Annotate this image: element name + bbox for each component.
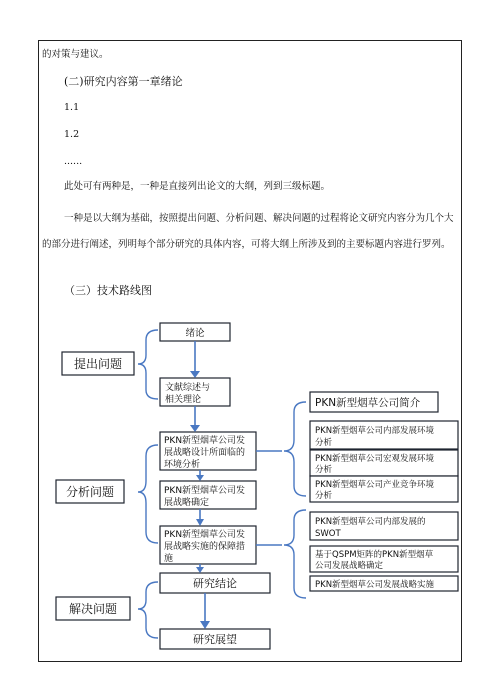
svg-text:研究结论: 研究结论	[193, 577, 237, 590]
svg-text:分析: 分析	[315, 491, 333, 501]
svg-text:公司发展战略确定: 公司发展战略确定	[315, 561, 384, 571]
svg-text:展战略确定: 展战略确定	[164, 498, 210, 508]
left-box-raise-problem	[62, 352, 134, 375]
center-box-guarantee	[160, 526, 256, 564]
right-box-company-profile	[310, 392, 438, 412]
brace-implementation	[284, 510, 306, 598]
center-box-intro	[160, 323, 230, 341]
svg-text:环境分析: 环境分析	[164, 460, 201, 470]
right-box-internal-env	[310, 421, 458, 449]
brace-analyze	[138, 445, 158, 543]
left-box-solve-problem	[56, 597, 130, 620]
svg-text:分析: 分析	[315, 465, 333, 475]
center-box-conclusion	[160, 573, 270, 593]
svg-text:解决问题: 解决问题	[68, 602, 118, 616]
brace-raise	[138, 330, 158, 399]
svg-text:PKN新型烟草公司内部发展的: PKN新型烟草公司内部发展的	[315, 517, 426, 527]
center-box-environment	[160, 432, 256, 470]
svg-text:绪论: 绪论	[185, 328, 205, 339]
svg-text:展战略实施的保障措: 展战略实施的保障措	[164, 542, 246, 552]
svg-text:PKN新型烟草公司内部发展环境: PKN新型烟草公司内部发展环境	[315, 426, 435, 436]
brace-solve	[138, 582, 158, 638]
svg-text:文献综述与: 文献综述与	[165, 383, 211, 393]
outline-ellipsis: ......	[64, 156, 83, 167]
svg-text:PKN新型烟草公司发: PKN新型烟草公司发	[164, 486, 246, 496]
text-line-top: 的对策与建议。	[42, 49, 109, 60]
svg-text:PKN新型烟草公司发: PKN新型烟草公司发	[164, 436, 246, 446]
svg-text:展战略设计所面临的: 展战略设计所面临的	[164, 448, 246, 458]
svg-text:研究展望: 研究展望	[193, 633, 237, 646]
svg-text:PKN新型烟草公司宏观发展环境: PKN新型烟草公司宏观发展环境	[315, 454, 435, 464]
svg-text:分析: 分析	[315, 438, 333, 448]
svg-text:SWOT: SWOT	[315, 529, 341, 539]
svg-text:分析问题: 分析问题	[65, 485, 115, 499]
right-box-swot	[310, 512, 458, 540]
svg-text:PKN新型烟草公司产业竞争环境: PKN新型烟草公司产业竞争环境	[315, 480, 435, 490]
section-heading-research-content: (二)研究内容第一章绪论	[64, 75, 183, 88]
paragraph-one: 此处可有两种是，一种是直接列出论文的大纲，列到三级标题。	[64, 181, 331, 192]
svg-text:施: 施	[164, 554, 174, 564]
svg-text:PKN新型烟草公司发: PKN新型烟草公司发	[164, 530, 246, 540]
outline-item: 1.1	[64, 102, 80, 113]
paragraph-two: 一种是以大纲为基础，按照提出问题、分析问题、解决问题的过程将论文研究内容分为几个大的部分进行阐述，列明每个部分研究的具体内容，可将大纲上所涉及到的主要标题内容进行罗列。	[42, 213, 454, 250]
svg-text:PKN新型烟草公司发展战略实施: PKN新型烟草公司发展战略实施	[315, 580, 435, 590]
svg-text:提出问题: 提出问题	[73, 357, 123, 371]
svg-text:相关理论: 相关理论	[165, 395, 202, 405]
outline-item: 1.2	[64, 129, 80, 140]
right-box-implementation	[310, 576, 458, 591]
right-box-macro-env	[310, 450, 458, 476]
svg-text:PKN新型烟草公司简介: PKN新型烟草公司简介	[315, 397, 421, 409]
center-box-literature	[160, 378, 230, 406]
center-box-outlook	[160, 629, 270, 649]
right-box-qspm	[310, 546, 458, 572]
brace-environment	[284, 402, 306, 496]
section-heading-roadmap: （三）技术路线图	[64, 284, 152, 297]
left-box-analyze-problem	[56, 480, 124, 503]
center-box-strategy	[160, 481, 256, 509]
svg-text:基于QSPM矩阵的PKN新型烟草: 基于QSPM矩阵的PKN新型烟草	[315, 550, 434, 560]
right-box-industry-env	[310, 476, 458, 502]
